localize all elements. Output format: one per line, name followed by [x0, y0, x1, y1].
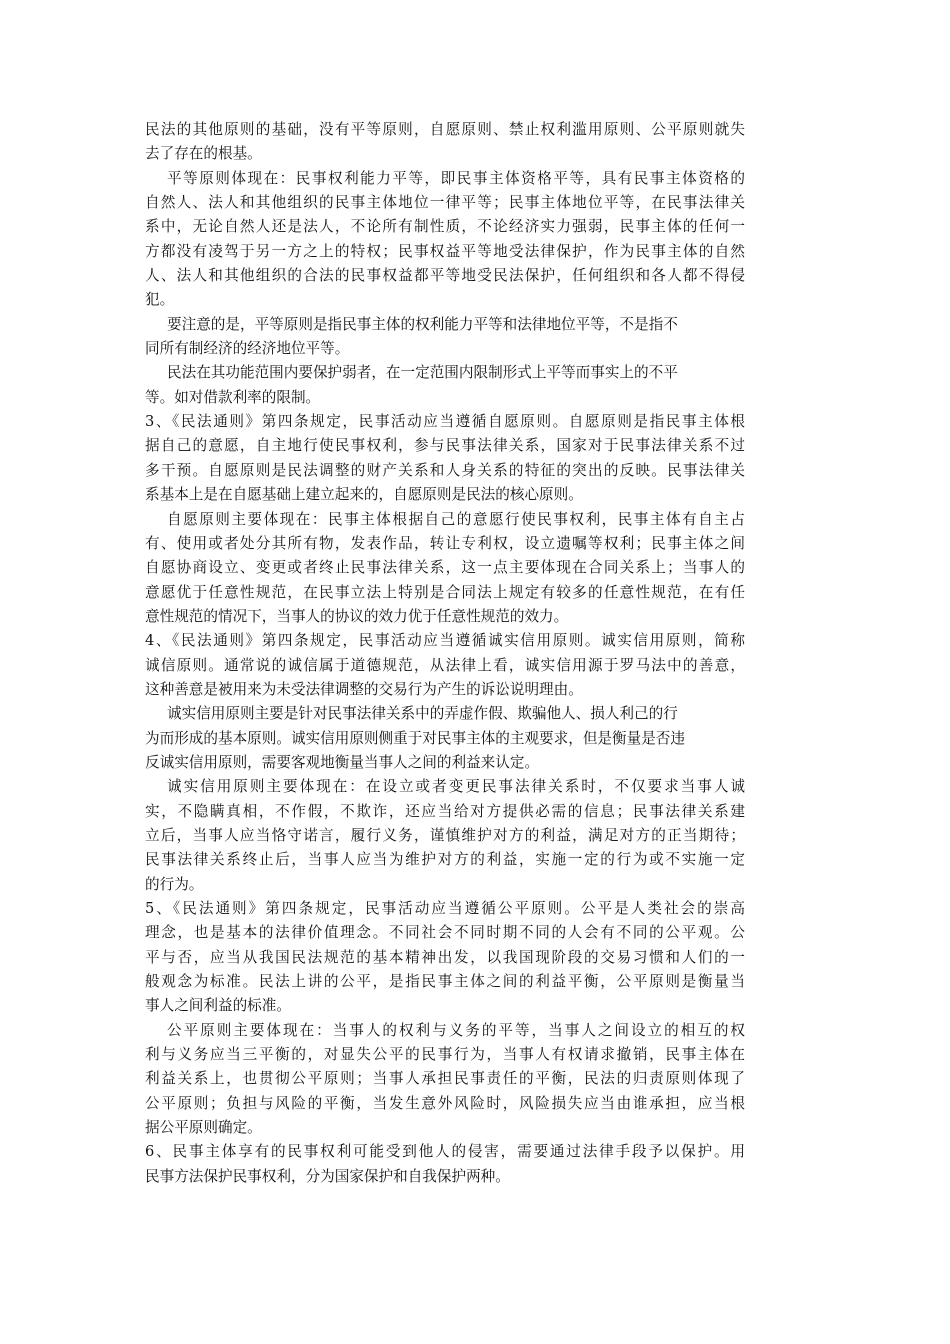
- text-line: 实，不隐瞒真相，不作假，不欺诈，还应当给对方提供必需的信息；民事法律关系建: [145, 802, 745, 820]
- text-line: 民事法律关系终止后，当事人应当为维护对方的利益，实施一定的行为或不实施一定: [145, 851, 745, 869]
- text-line: 据公平原则确定。: [145, 1119, 262, 1137]
- paragraph-protect-weak: [145, 361, 745, 410]
- paragraph-fairness-manifestation: [145, 1019, 745, 1141]
- paragraph-rights-protection: [145, 1140, 745, 1189]
- text-line: 理念，也是基本的法律价值理念。不同社会不同时期不同的人会有不同的公平观。公: [145, 924, 745, 942]
- paragraph-equality-note: [145, 313, 745, 362]
- text-line: 公平原则主要体现在：当事人的权利与义务的平等，当事人之间设立的相互的权: [167, 1021, 745, 1039]
- text-line: 自愿原则主要体现在：民事主体根据自己的意愿行使民事权利，民事主体有自主占: [167, 510, 745, 528]
- text-line: 民法的其他原则的基础，没有平等原则，自愿原则、禁止权利滥用原则、公平原则就失: [145, 121, 745, 138]
- text-line: 4、《民法通则》第四条规定，民事活动应当遵循诚实信用原则。诚实信用原则，简称: [145, 632, 745, 650]
- paragraph-equality-manifestation: [145, 167, 745, 313]
- document-page: [145, 118, 745, 1189]
- text-line: 公平原则；负担与风险的平衡，当发生意外风险时，风险损失应当由谁承担，应当根: [145, 1094, 745, 1112]
- paragraph-equality-basis: [145, 118, 745, 167]
- paragraph-voluntary-principle: [145, 410, 745, 507]
- text-line: 为而形成的基本原则。诚实信用原则侧重于对民事主体的主观要求，但是衡量是否违: [145, 729, 685, 747]
- paragraph-fairness-principle: [145, 897, 745, 1019]
- text-line: 这种善意是被用来为未受法律调整的交易行为产生的诉讼说明理由。: [145, 680, 583, 698]
- text-line: 方都没有凌驾于另一方之上的特权；民事权益平等地受法律保护，作为民事主体的自然: [145, 242, 745, 260]
- text-line: 事人之间利益的标准。: [145, 997, 291, 1015]
- text-line: 利益关系上，也贯彻公平原则；当事人承担民事责任的平衡，民法的归责原则体现了: [145, 1070, 745, 1088]
- text-line: 立后，当事人应当恪守诺言，履行义务，谨慎维护对方的利益，满足对方的正当期待；: [145, 826, 745, 844]
- text-line: 同所有制经济的经济地位平等。: [145, 340, 350, 358]
- paragraph-good-faith-principle: [145, 629, 745, 702]
- paragraph-good-faith-target: [145, 702, 745, 775]
- text-line: 般观念为标准。民法上讲的公平，是指民事主体之间的利益平衡，公平原则是衡量当: [145, 973, 745, 991]
- text-line: 要注意的是，平等原则是指民事主体的权利能力平等和法律地位平等，不是指不: [167, 315, 678, 333]
- text-line: 诚实信用原则主要是针对民事法律关系中的弄虚作假、欺骗他人、损人利己的行: [167, 705, 678, 723]
- text-line: 诚实信用原则主要体现在：在设立或者变更民事法律关系时，不仅要求当事人诚: [167, 778, 745, 796]
- paragraph-voluntary-manifestation: [145, 508, 745, 630]
- text-line: 犯。: [145, 291, 175, 309]
- text-line: 自愿协商设立、变更或者终止民事法律关系，这一点主要体现在合同关系上；当事人的: [145, 559, 745, 577]
- text-line: 自然人、法人和其他组织的民事主体地位一律平等；民事主体地位平等，在民事法律关: [145, 194, 745, 212]
- text-line: 平与否，应当从我国民法规范的基本精神出发，以我国现阶段的交易习惯和人们的一: [145, 948, 745, 966]
- text-line: 系基本上是在自愿基础上建立起来的，自愿原则是民法的核心原则。: [145, 486, 583, 504]
- text-line: 等。如对借款利率的限制。: [145, 388, 321, 406]
- text-line: 据自己的意愿，自主地行使民事权利，参与民事法律关系，国家对于民事法律关系不过: [145, 437, 745, 455]
- text-line: 意愿优于任意性规范，在民事立法上特别是合同法上规定有较多的任意性规范，在有任: [145, 583, 745, 601]
- text-line: 系中，无论自然人还是法人，不论所有制性质，不论经济实力强弱，民事主体的任何一: [145, 218, 745, 236]
- text-line: 民法在其功能范围内要保护弱者，在一定范围内限制形式上平等而事实上的不平: [167, 364, 678, 382]
- text-line: 反诚实信用原则，需要客观地衡量当事人之间的利益来认定。: [145, 753, 540, 771]
- text-line: 去了存在的根基。: [145, 145, 262, 163]
- text-line: 意性规范的情况下，当事人的协议的效力优于任意性规范的效力。: [145, 607, 569, 625]
- text-line: 有、使用或者处分其所有物，发表作品，转让专利权，设立遗嘱等权利；民事主体之间: [145, 534, 745, 552]
- text-line: 人、法人和其他组织的合法的民事权益都平等地受民法保护，任何组织和各人都不得侵: [145, 267, 745, 285]
- text-line: 的行为。: [145, 875, 204, 893]
- text-line: 平等原则体现在：民事权利能力平等，即民事主体资格平等，具有民事主体资格的: [167, 169, 745, 187]
- text-line: 6、民事主体享有的民事权利可能受到他人的侵害，需要通过法律手段予以保护。用: [145, 1143, 745, 1161]
- text-line: 5、《民法通则》第四条规定，民事活动应当遵循公平原则。公平是人类社会的崇高: [145, 900, 745, 917]
- text-line: 利与义务应当三平衡的，对显失公平的民事行为，当事人有权请求撤销，民事主体在: [145, 1046, 745, 1064]
- text-line: 民事方法保护民事权利，分为国家保护和自我保护两种。: [145, 1167, 510, 1185]
- text-line: 诚信原则。通常说的诚信属于道德规范，从法律上看，诚实信用源于罗马法中的善意，: [145, 656, 745, 674]
- text-line: 多干预。自愿原则是民法调整的财产关系和人身关系的特征的突出的反映。民事法律关: [145, 461, 745, 479]
- paragraph-good-faith-manifestation: [145, 775, 745, 897]
- text-line: 3、《民法通则》第四条规定，民事活动应当遵循自愿原则。自愿原则是指民事主体根: [145, 413, 745, 431]
